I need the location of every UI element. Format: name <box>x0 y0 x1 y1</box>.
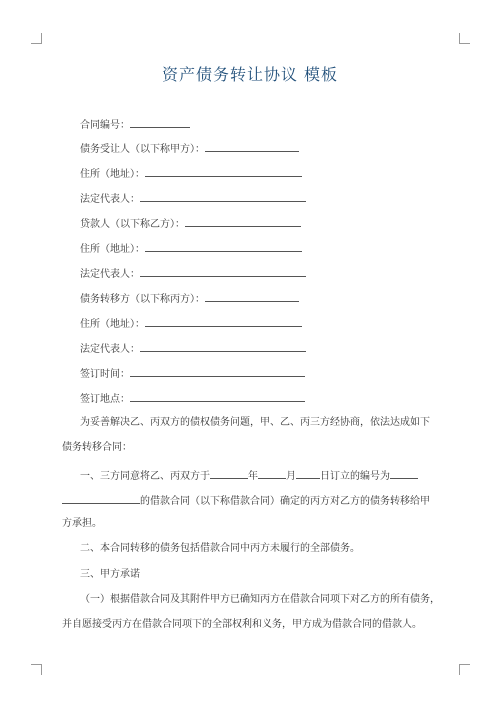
field-party-a-address <box>80 165 302 182</box>
clause-2: 二、本合同转移的债务包括借款合同中丙方未履行的全部债务。 <box>80 543 360 554</box>
field-label: 债务受让人（以下称甲方）： <box>80 144 205 155</box>
field-label: 贷款人（以下称乙方）： <box>80 219 185 230</box>
fill-blank <box>185 215 301 227</box>
field-signing-place <box>80 390 305 407</box>
field-label: 法定代表人： <box>80 269 140 280</box>
field-signing-date <box>80 365 305 382</box>
clause-text: 日订立的编号为 <box>320 471 390 482</box>
clause-text: 的借款合同（以下称借款合同）确定的丙方对乙方的债务转移给甲 <box>140 496 430 507</box>
fill-blank <box>145 315 302 327</box>
fill-blank <box>145 240 302 252</box>
fill-blank <box>210 467 248 479</box>
clause-3-1-line-1: （一）根据借款合同及其附件甲方已确知丙方在借款合同项下对乙方的所有债务， <box>80 594 440 605</box>
fill-blank <box>130 116 190 128</box>
clause-text: 年 <box>248 471 258 482</box>
clause-1-line-2 <box>62 492 442 509</box>
field-label: 签订地点： <box>80 394 130 405</box>
field-label: 法定代表人： <box>80 194 140 205</box>
fill-blank <box>296 467 320 479</box>
crop-mark-bottom-left <box>31 664 42 675</box>
field-party-b-representative <box>80 265 306 282</box>
clause-3-1-line-2: 并自愿接受丙方在借款合同项下的全部权利和义务，甲方成为借款合同的借款人。 <box>62 619 422 630</box>
field-contract-number <box>80 116 190 133</box>
fill-blank <box>205 140 299 152</box>
crop-mark-bottom-right <box>459 664 470 675</box>
document-title: 资产债务转让协议 模板 <box>161 65 339 84</box>
fill-blank <box>140 265 306 277</box>
field-party-c-address <box>80 315 302 332</box>
clause-1-line-3: 方承担。 <box>62 518 102 529</box>
fill-blank <box>140 190 306 202</box>
crop-mark-top-left <box>31 33 42 44</box>
fill-blank <box>130 390 305 402</box>
field-label: 合同编号： <box>80 120 130 131</box>
crop-mark-top-right <box>459 33 470 44</box>
fill-blank <box>140 340 306 352</box>
fill-blank <box>390 467 418 479</box>
fill-blank <box>62 492 140 504</box>
fill-blank <box>258 467 286 479</box>
field-label: 签订时间： <box>80 369 130 380</box>
intro-line-1: 为妥善解决乙、丙双方的债权债务问题，甲、乙、丙三方经协商，依法达成如下 <box>80 417 430 428</box>
clause-text: 月 <box>286 471 296 482</box>
field-party-c <box>80 290 299 307</box>
intro-line-2: 债务转移合同： <box>62 442 132 453</box>
field-label: 住所（地址）： <box>80 244 145 255</box>
fill-blank <box>205 290 299 302</box>
field-label: 住所（地址）： <box>80 319 145 330</box>
field-label: 住所（地址）： <box>80 169 145 180</box>
field-party-b <box>80 215 301 232</box>
field-party-b-address <box>80 240 302 257</box>
field-party-a-representative <box>80 190 306 207</box>
clause-text: 一、三方同意将乙、丙双方于 <box>80 471 210 482</box>
clause-3-heading: 三、甲方承诺 <box>80 569 140 580</box>
field-party-c-representative <box>80 340 306 357</box>
field-label: 债务转移方（以下称丙方）： <box>80 294 205 305</box>
field-party-a <box>80 140 299 157</box>
clause-1-line-1 <box>80 467 442 484</box>
fill-blank <box>145 165 302 177</box>
fill-blank <box>130 365 305 377</box>
field-label: 法定代表人： <box>80 344 140 355</box>
